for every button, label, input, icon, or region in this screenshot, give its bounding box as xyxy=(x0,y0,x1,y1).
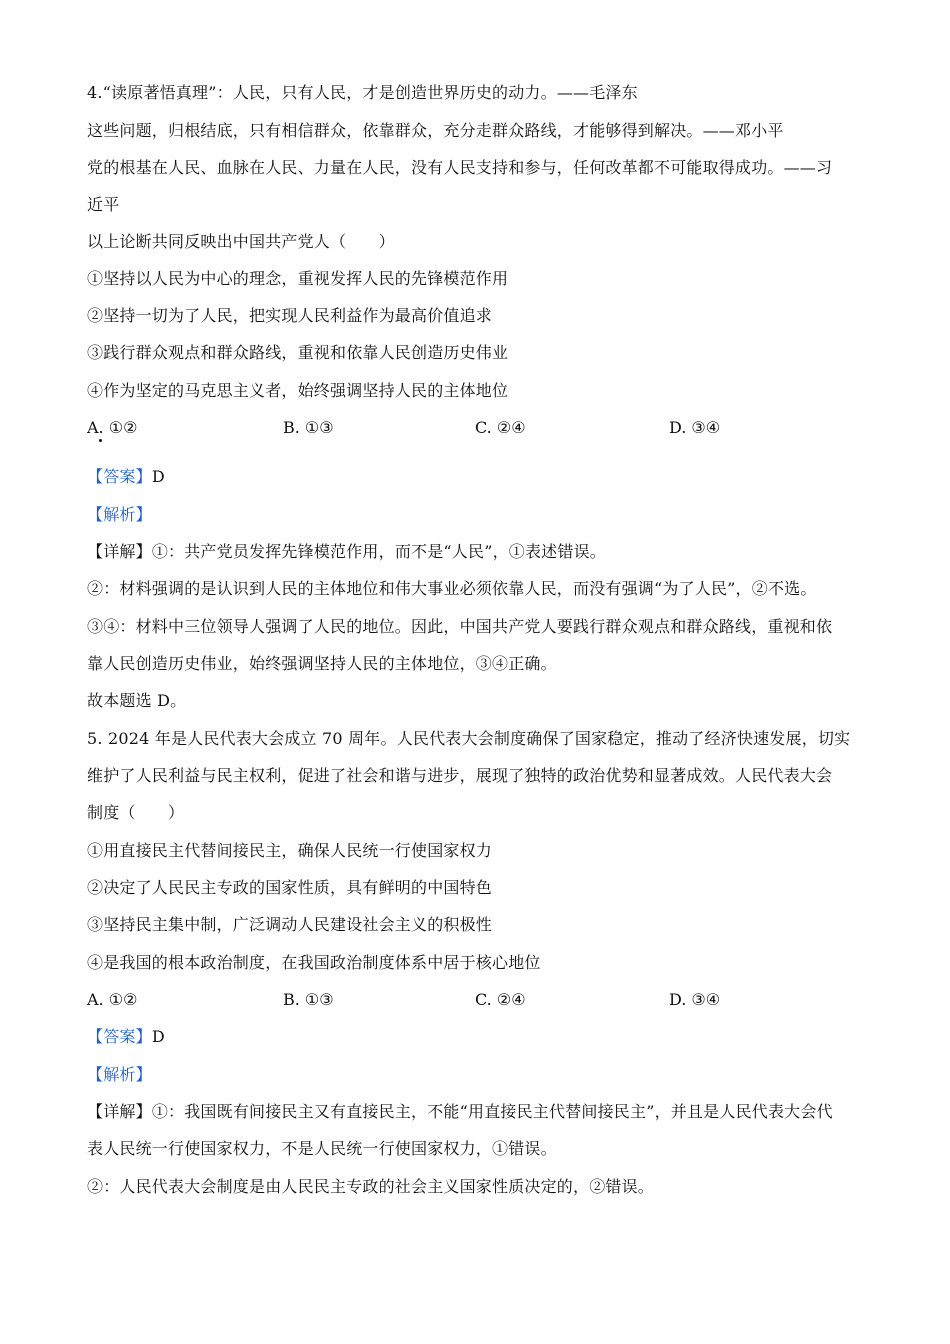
q4-options xyxy=(87,418,847,438)
q4-option-b: B. ①③ xyxy=(283,418,334,437)
q5-item-3: ③坚持民主集中制，广泛调动人民建设社会主义的积极性 xyxy=(87,915,493,934)
q4-detail-line-1 xyxy=(87,542,606,562)
q4-option-a: A. ①② xyxy=(87,418,138,437)
q4-detail-line-3: ③④：材料中三位领导人强调了人民的地位。因此，中国共产党人要践行群众观点和群众路线，重视和依 xyxy=(87,617,833,636)
q4-item-2: ②坚持一切为了人民，把实现人民利益作为最高价值追求 xyxy=(87,306,493,325)
q5-analysis-tag: 【解析】 xyxy=(87,1065,152,1084)
q4-item-1: ①坚持以人民为中心的理念，重视发挥人民的先锋模范作用 xyxy=(87,269,509,288)
q4-item-4: ④作为坚定的马克思主义者，始终强调坚持人民的主体地位 xyxy=(87,381,509,400)
q5-options xyxy=(87,990,847,1010)
q5-stem-line-1: 5. 2024 年是人民代表大会成立 70 周年。人民代表大会制度确保了国家稳定，推动了经济快速发展，切实 xyxy=(87,729,851,748)
q5-item-4: ④是我国的根本政治制度，在我国政治制度体系中居于核心地位 xyxy=(87,953,541,972)
q4-answer-tag: 【答案】 xyxy=(87,467,152,486)
q4-detail-tag: 【详解】 xyxy=(87,542,152,561)
q5-option-c: C. ②④ xyxy=(475,990,526,1009)
q4-answer-line xyxy=(87,467,165,487)
q4-answer-value: D xyxy=(151,467,165,486)
q4-analysis-tag: 【解析】 xyxy=(87,505,152,524)
q5-detail-tag: 【详解】 xyxy=(87,1102,152,1121)
q5-detail-line-2: 表人民统一行使国家权力，不是人民统一行使国家权力，①错误。 xyxy=(87,1139,557,1158)
q4-conclusion: 故本题选 D。 xyxy=(87,691,187,710)
q4-stem-line-1: 4.“读原著悟真理”：人民，只有人民，才是创造世界历史的动力。——毛泽东 xyxy=(87,83,638,102)
q5-detail-line-3: ②：人民代表大会制度是由人民民主专政的社会主义国家性质决定的，②错误。 xyxy=(87,1177,655,1196)
q5-stem-line-2: 维护了人民利益与民主权利，促进了社会和谐与进步，展现了独特的政治优势和显著成效。人民代表大会 xyxy=(87,766,833,785)
q5-item-1: ①用直接民主代替间接民主，确保人民统一行使国家权力 xyxy=(87,841,493,860)
q4-stem-line-4: 近平 xyxy=(87,195,120,214)
q4-stem-line-2: 这些问题，归根结底，只有相信群众，依靠群众，充分走群众路线，才能够得到解决。——邓小平 xyxy=(87,121,784,140)
q4-detail-line-2: ②：材料强调的是认识到人民的主体地位和伟大事业必须依靠人民，而没有强调“为了人民”，②不选。 xyxy=(87,579,817,598)
q4-item-3: ③践行群众观点和群众路线，重视和依靠人民创造历史伟业 xyxy=(87,343,509,362)
q5-answer-tag: 【答案】 xyxy=(87,1027,152,1046)
q5-stem-line-3: 制度（ ） xyxy=(87,803,185,822)
q4-detail-text-1: ①：共产党员发挥先锋模范作用，而不是“人民”，①表述错误。 xyxy=(151,542,606,561)
q5-option-a: A. ①② xyxy=(87,990,138,1009)
q4-option-d: D. ③④ xyxy=(669,418,721,437)
q4-stem-line-3: 党的根基在人民、血脉在人民、力量在人民，没有人民支持和参与，任何改革都不可能取得成功。——习 xyxy=(87,158,833,177)
q4-question: 以上论断共同反映出中国共产党人（ ） xyxy=(87,232,395,251)
stray-dot-mark xyxy=(99,439,102,442)
q5-answer-value: D xyxy=(151,1027,165,1046)
q5-detail-text-1: ①：我国既有间接民主又有直接民主，不能“用直接民主代替间接民主”，并且是人民代表大会代 xyxy=(151,1102,833,1121)
q5-answer-line xyxy=(87,1027,165,1047)
q5-option-b: B. ①③ xyxy=(283,990,334,1009)
q5-item-2: ②决定了人民民主专政的国家性质，具有鲜明的中国特色 xyxy=(87,878,493,897)
q4-option-c: C. ②④ xyxy=(475,418,526,437)
q4-detail-line-4: 靠人民创造历史伟业，始终强调坚持人民的主体地位，③④正确。 xyxy=(87,654,557,673)
q5-option-d: D. ③④ xyxy=(669,990,721,1009)
q5-detail-line-1 xyxy=(87,1102,833,1122)
